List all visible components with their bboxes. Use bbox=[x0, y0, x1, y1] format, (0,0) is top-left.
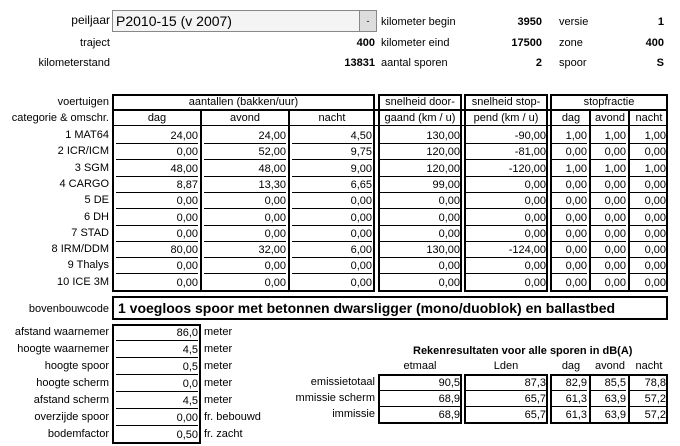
table-cell-input[interactable]: 0,00 bbox=[380, 275, 460, 291]
table-cell-input[interactable]: 130,00 bbox=[380, 128, 460, 144]
table-cell-input[interactable]: 0,00 bbox=[552, 242, 587, 258]
table-cell-input[interactable]: 9,75 bbox=[292, 144, 372, 160]
result-value: 61,3 bbox=[552, 391, 587, 407]
res-col-nacht: nacht bbox=[635, 360, 663, 372]
table-cell-input[interactable]: 0,00 bbox=[591, 275, 626, 291]
dropdown-arrow-icon[interactable]: - bbox=[359, 11, 376, 31]
table-cell-input[interactable]: 0,00 bbox=[466, 193, 546, 209]
bovenbouwcode-field[interactable] bbox=[112, 296, 668, 320]
param-unit: meter bbox=[204, 343, 233, 355]
spoor-label: spoor bbox=[559, 57, 587, 69]
table-cell-input[interactable]: 0,00 bbox=[591, 177, 626, 193]
param-label: hoogte scherm bbox=[36, 377, 109, 389]
param-label: bodemfactor bbox=[47, 428, 109, 440]
table-cell-input[interactable]: 80,00 bbox=[116, 242, 198, 258]
table-cell-input[interactable]: 0,00 bbox=[466, 275, 546, 291]
categorie-label: categorie & omschr. bbox=[11, 112, 109, 124]
kilometerstand-value: 13831 bbox=[344, 57, 375, 69]
table-cell-input[interactable]: 0,00 bbox=[552, 144, 587, 160]
peiljaar-value: P2010-15 (v 2007) bbox=[116, 13, 232, 29]
col-nacht: nacht bbox=[318, 112, 346, 124]
col-stop-dag: dag bbox=[561, 112, 581, 124]
divider bbox=[200, 109, 202, 292]
table-cell-input[interactable]: 0,00 bbox=[204, 226, 286, 242]
zone-value: 400 bbox=[645, 37, 664, 49]
stopfractie-header: stopfractie bbox=[583, 96, 635, 108]
table-cell-input[interactable]: 0,00 bbox=[204, 275, 286, 291]
vehicle-label: 5 DE bbox=[84, 194, 109, 206]
result-value: 61,3 bbox=[552, 407, 587, 423]
vehicle-label: 6 DH bbox=[83, 211, 109, 223]
res-col-lden: Lden bbox=[493, 360, 519, 372]
param-unit: meter bbox=[204, 360, 233, 372]
table-cell-input[interactable]: 0,00 bbox=[552, 275, 587, 291]
table-cell-input[interactable]: -120,00 bbox=[466, 161, 546, 177]
param-unit: fr. bebouwd bbox=[204, 411, 261, 423]
table-cell-input[interactable]: 0,00 bbox=[630, 258, 666, 274]
result-value: 63,9 bbox=[591, 391, 626, 407]
vehicle-label: 8 IRM/DDM bbox=[51, 243, 109, 255]
param-input[interactable]: 4,5 bbox=[116, 342, 198, 358]
snelheid-stop-header: snelheid stop- bbox=[471, 96, 541, 108]
result-value: 87,3 bbox=[466, 375, 546, 391]
table-cell-input[interactable]: 0,00 bbox=[466, 258, 546, 274]
col-pend: pend (km / u) bbox=[473, 112, 539, 124]
table-cell-input[interactable]: 48,00 bbox=[116, 161, 198, 177]
param-label: afstand scherm bbox=[33, 394, 109, 406]
table-cell-input[interactable]: 0,00 bbox=[116, 226, 198, 242]
col-stop-avond: avond bbox=[595, 112, 625, 124]
bovenbouwcode-label: bovenbouwcode bbox=[28, 303, 109, 315]
param-unit: fr. zacht bbox=[204, 428, 243, 440]
table-cell-input[interactable]: 130,00 bbox=[380, 242, 460, 258]
res-col-etmaal: etmaal bbox=[403, 360, 437, 372]
table-cell-input[interactable]: 0,00 bbox=[204, 193, 286, 209]
table-cell-input[interactable]: 0,00 bbox=[292, 226, 372, 242]
table-cell-input[interactable]: -124,00 bbox=[466, 242, 546, 258]
col-avond: avond bbox=[230, 112, 260, 124]
table-cell-input[interactable]: 32,00 bbox=[204, 242, 286, 258]
col-stop-nacht: nacht bbox=[635, 112, 663, 124]
param-input[interactable]: 0,00 bbox=[116, 410, 198, 426]
table-cell-input[interactable]: 0,00 bbox=[292, 258, 372, 274]
table-cell-input[interactable]: 0,00 bbox=[630, 226, 666, 242]
table-cell-input[interactable]: 6,65 bbox=[292, 177, 372, 193]
results-title: Rekenresultaten voor alle sporen in dB(A) bbox=[413, 345, 633, 357]
vehicle-label: 7 STAD bbox=[71, 227, 109, 239]
table-cell-input[interactable]: 1,00 bbox=[552, 128, 587, 144]
param-label: hoogte waarnemer bbox=[17, 343, 109, 355]
table-cell-input[interactable]: 0,00 bbox=[630, 210, 666, 226]
result-value: 63,9 bbox=[591, 407, 626, 423]
table-cell-input[interactable]: 0,00 bbox=[292, 193, 372, 209]
vehicle-label: 9 Thalys bbox=[67, 259, 109, 271]
table-cell-input[interactable]: 0,00 bbox=[466, 226, 546, 242]
param-unit: meter bbox=[204, 377, 233, 389]
km-eind-label: kilometer eind bbox=[381, 37, 450, 49]
table-cell-input[interactable]: 1,00 bbox=[552, 161, 587, 177]
table-cell-input[interactable]: 1,00 bbox=[591, 128, 626, 144]
result-value: 57,2 bbox=[630, 407, 666, 423]
vehicle-label: 1 MAT64 bbox=[65, 129, 109, 141]
table-cell-input[interactable]: 0,00 bbox=[630, 144, 666, 160]
table-cell-input[interactable]: 6,00 bbox=[292, 242, 372, 258]
param-unit: meter bbox=[204, 326, 233, 338]
peiljaar-dropdown[interactable] bbox=[112, 10, 377, 32]
param-label: afstand waarnemer bbox=[14, 326, 109, 338]
voertuigen-label: voertuigen bbox=[57, 96, 109, 108]
table-cell-input[interactable]: 24,00 bbox=[204, 128, 286, 144]
versie-label: versie bbox=[559, 16, 589, 28]
table-cell-input[interactable]: 0,00 bbox=[591, 193, 626, 209]
aantal-sporen-label: aantal sporen bbox=[381, 57, 448, 69]
table-cell-input[interactable]: 0,00 bbox=[591, 226, 626, 242]
table-cell-input[interactable]: 0,00 bbox=[591, 210, 626, 226]
table-cell-input[interactable]: -90,00 bbox=[466, 128, 546, 144]
result-value: 85,5 bbox=[591, 375, 626, 391]
table-cell-input[interactable]: 1,00 bbox=[630, 128, 666, 144]
table-cell-input[interactable]: 0,00 bbox=[552, 210, 587, 226]
table-cell-input[interactable]: 4,50 bbox=[292, 128, 372, 144]
table-cell-input[interactable]: 9,00 bbox=[292, 161, 372, 177]
table-cell-input[interactable]: 48,00 bbox=[204, 161, 286, 177]
aantallen-header: aantallen (bakken/uur) bbox=[188, 96, 299, 108]
traject-value: 400 bbox=[356, 37, 375, 49]
res-col-avond: avond bbox=[595, 360, 625, 372]
table-cell-input[interactable]: 0,00 bbox=[292, 210, 372, 226]
result-value: 65,7 bbox=[466, 407, 546, 423]
divider bbox=[112, 125, 668, 126]
km-begin-label: kilometer begin bbox=[381, 16, 456, 28]
table-cell-input[interactable]: 0,00 bbox=[466, 177, 546, 193]
param-unit: meter bbox=[204, 394, 233, 406]
table-cell-input[interactable]: 0,00 bbox=[204, 258, 286, 274]
result-value: 78,8 bbox=[630, 375, 666, 391]
table-cell-input[interactable]: 0,00 bbox=[116, 258, 198, 274]
table-cell-input[interactable]: 0,00 bbox=[292, 275, 372, 291]
km-begin-value: 3950 bbox=[517, 16, 542, 28]
table-cell-input[interactable]: 0,00 bbox=[630, 242, 666, 258]
km-eind-value: 17500 bbox=[511, 37, 542, 49]
param-input[interactable]: 0,50 bbox=[116, 427, 198, 443]
table-cell-input[interactable]: 0,00 bbox=[630, 193, 666, 209]
table-cell-input[interactable]: 52,00 bbox=[204, 144, 286, 160]
result-label: emissietotaal bbox=[310, 376, 375, 388]
result-value: 57,2 bbox=[630, 391, 666, 407]
result-value: 65,7 bbox=[466, 391, 546, 407]
bovenbouwcode-value: 1 voegloos spoor met betonnen dwarsligger (mono/duoblok) en ballastbed bbox=[118, 300, 616, 316]
table-cell-input[interactable]: 0,00 bbox=[552, 226, 587, 242]
table-cell-input[interactable]: 0,00 bbox=[552, 177, 587, 193]
param-input[interactable]: 0,0 bbox=[116, 376, 198, 392]
result-value: 82,9 bbox=[552, 375, 587, 391]
versie-value: 1 bbox=[657, 16, 664, 28]
table-cell-input[interactable]: 0,00 bbox=[591, 258, 626, 274]
table-cell-input[interactable]: 0,00 bbox=[552, 258, 587, 274]
table-cell-input[interactable]: 24,00 bbox=[116, 128, 198, 144]
table-cell-input[interactable]: 0,00 bbox=[591, 144, 626, 160]
table-cell-input[interactable]: 1,00 bbox=[591, 161, 626, 177]
table-cell-input[interactable]: -81,00 bbox=[466, 144, 546, 160]
kilometerstand-label: kilometerstand bbox=[38, 57, 110, 69]
table-cell-input[interactable]: 120,00 bbox=[380, 144, 460, 160]
table-cell-input[interactable]: 0,00 bbox=[380, 210, 460, 226]
res-col-dag: dag bbox=[561, 360, 581, 372]
col-gaand: gaand (km / u) bbox=[384, 112, 456, 124]
table-cell-input[interactable]: 0,00 bbox=[116, 193, 198, 209]
table-cell-input[interactable]: 0,00 bbox=[380, 258, 460, 274]
result-value: 90,5 bbox=[380, 375, 460, 391]
param-label: hoogte spoor bbox=[44, 360, 109, 372]
peiljaar-label: peiljaar bbox=[71, 13, 110, 27]
result-label: mmissie scherm bbox=[295, 392, 375, 404]
param-input[interactable]: 0,5 bbox=[116, 359, 198, 375]
table-cell-input[interactable]: 0,00 bbox=[204, 210, 286, 226]
aantal-sporen-value: 2 bbox=[535, 57, 542, 69]
table-cell-input[interactable]: 0,00 bbox=[630, 177, 666, 193]
table-cell-input[interactable]: 0,00 bbox=[116, 275, 198, 291]
table-cell-input[interactable]: 0,00 bbox=[630, 275, 666, 291]
table-cell-input[interactable]: 120,00 bbox=[380, 161, 460, 177]
table-cell-input[interactable]: 0,00 bbox=[116, 144, 198, 160]
traject-label: traject bbox=[80, 37, 110, 49]
zone-label: zone bbox=[559, 37, 583, 49]
table-cell-input[interactable]: 8,87 bbox=[116, 177, 198, 193]
snelheid-door-header: snelheid door- bbox=[385, 96, 455, 108]
col-dag: dag bbox=[147, 112, 167, 124]
table-cell-input[interactable]: 0,00 bbox=[552, 193, 587, 209]
table-cell-input[interactable]: 99,00 bbox=[380, 177, 460, 193]
result-value: 68,9 bbox=[380, 407, 460, 423]
result-label: immissie bbox=[332, 408, 375, 420]
header-divider bbox=[112, 109, 668, 111]
param-input[interactable]: 4,5 bbox=[116, 393, 198, 409]
result-value: 68,9 bbox=[380, 391, 460, 407]
vehicle-label: 3 SGM bbox=[74, 162, 109, 174]
vehicle-label: 2 ICR/ICM bbox=[57, 145, 109, 157]
table-cell-input[interactable]: 1,00 bbox=[630, 161, 666, 177]
table-cell-input[interactable]: 0,00 bbox=[116, 210, 198, 226]
vehicle-label: 10 ICE 3M bbox=[57, 276, 109, 288]
divider bbox=[288, 109, 290, 292]
param-input[interactable]: 86,0 bbox=[116, 325, 198, 341]
table-cell-input[interactable]: 0,00 bbox=[380, 193, 460, 209]
table-cell-input[interactable]: 0,00 bbox=[380, 226, 460, 242]
param-label: overzijde spoor bbox=[34, 411, 109, 423]
table-cell-input[interactable]: 0,00 bbox=[591, 242, 626, 258]
table-cell-input[interactable]: 0,00 bbox=[466, 210, 546, 226]
table-cell-input[interactable]: 13,30 bbox=[204, 177, 286, 193]
spoor-value: S bbox=[656, 57, 664, 69]
vehicle-label: 4 CARGO bbox=[59, 178, 109, 190]
